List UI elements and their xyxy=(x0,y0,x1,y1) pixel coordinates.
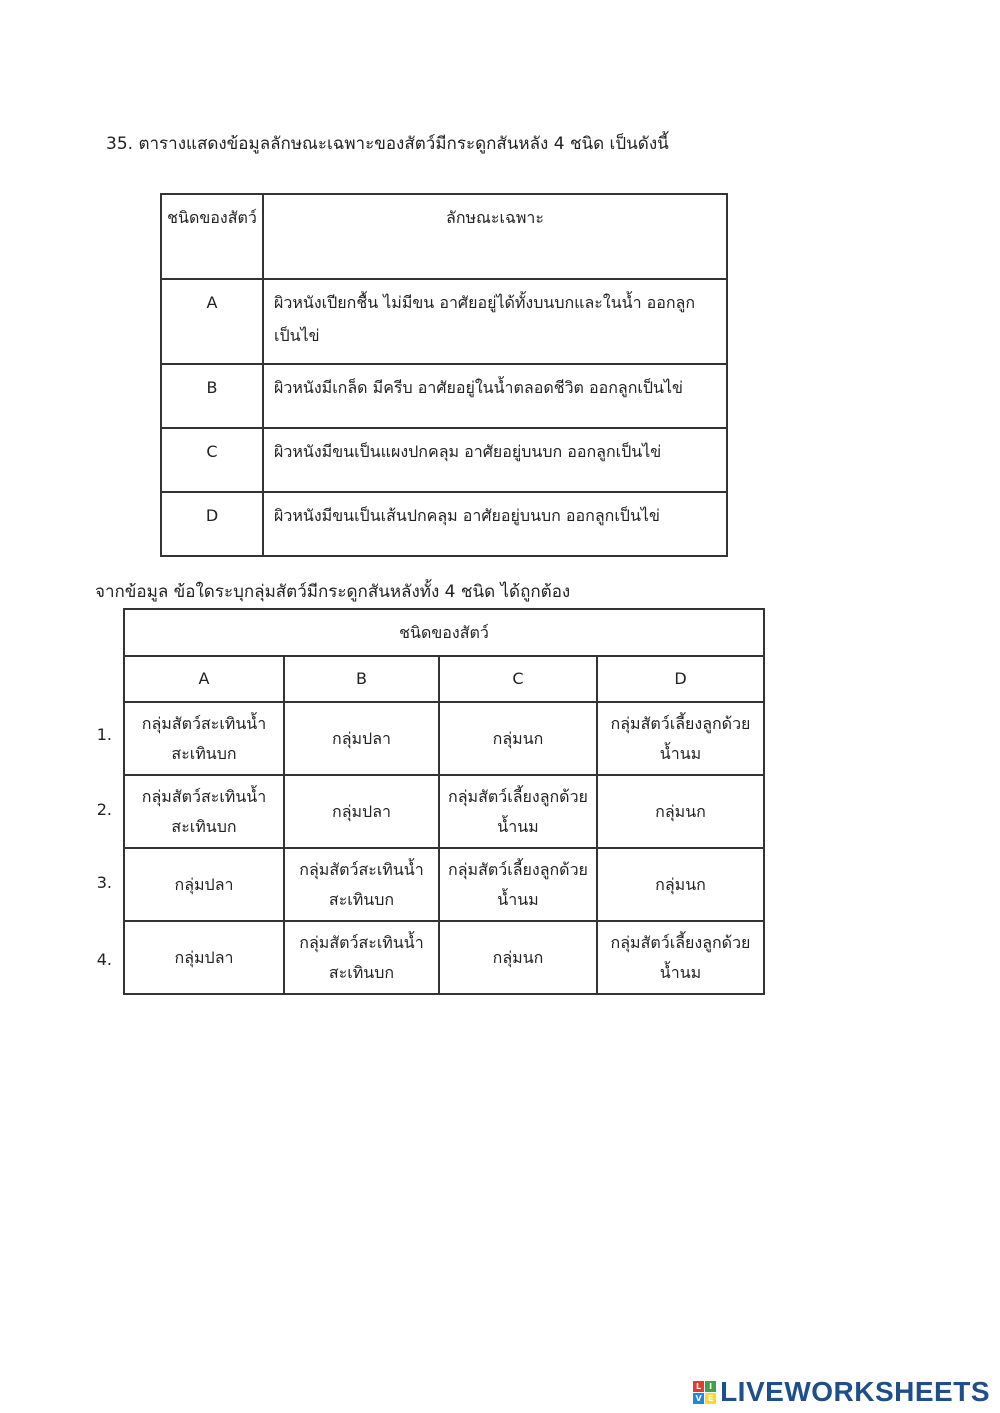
option-cell: กลุ่มสัตว์สะเทินน้ำสะเทินบก xyxy=(284,848,439,921)
animal-features-table xyxy=(160,193,728,557)
option-cell: กลุ่มนก xyxy=(439,702,597,775)
logo-letter: L xyxy=(693,1381,704,1392)
column-label-b: B xyxy=(284,656,439,702)
option-cell: กลุ่มสัตว์เลี้ยงลูกด้วยน้ำนม xyxy=(439,848,597,921)
logo-letter: V xyxy=(693,1393,704,1404)
feature-cell: ผิวหนังมีขนเป็นแผงปกคลุม อาศัยอยู่บนบก ออกลูกเป็นไข่ xyxy=(263,428,727,492)
option-row-3[interactable] xyxy=(124,848,764,921)
liveworksheets-brand xyxy=(693,1376,990,1408)
header-feature: ลักษณะเฉพาะ xyxy=(263,194,727,279)
option-cell: กลุ่มนก xyxy=(597,775,764,848)
logo-letter: E xyxy=(705,1393,716,1404)
table-header-row xyxy=(124,609,764,656)
table-header-row xyxy=(161,194,727,279)
option-number-1[interactable]: 1. xyxy=(96,725,112,744)
answer-options-table xyxy=(123,608,765,995)
option-cell: กลุ่มสัตว์เลี้ยงลูกด้วยน้ำนม xyxy=(597,702,764,775)
liveworksheets-logo-icon xyxy=(693,1381,716,1404)
brand-text: LIVEWORKSHEETS xyxy=(720,1376,990,1407)
option-row-2[interactable] xyxy=(124,775,764,848)
question-text: 35. ตารางแสดงข้อมูลลักษณะเฉพาะของสัตว์มีกระดูกสันหลัง 4 ชนิด เป็นดังนี้ xyxy=(106,134,669,154)
option-cell: กลุ่มปลา xyxy=(124,848,284,921)
option-number-4[interactable]: 4. xyxy=(96,950,112,969)
option-cell: กลุ่มสัตว์สะเทินน้ำสะเทินบก xyxy=(284,921,439,994)
animal-type-cell: B xyxy=(161,364,263,428)
logo-letter: I xyxy=(705,1381,716,1392)
animal-type-cell: D xyxy=(161,492,263,556)
column-label-c: C xyxy=(439,656,597,702)
option-cell: กลุ่มนก xyxy=(439,921,597,994)
prompt-text: จากข้อมูล ข้อใดระบุกลุ่มสัตว์มีกระดูกสันหลังทั้ง 4 ชนิด ได้ถูกต้อง xyxy=(95,582,571,602)
table-row xyxy=(161,279,727,364)
table-row xyxy=(161,364,727,428)
option-cell: กลุ่มสัตว์สะเทินน้ำสะเทินบก xyxy=(124,702,284,775)
option-cell: กลุ่มสัตว์สะเทินน้ำสะเทินบก xyxy=(124,775,284,848)
feature-cell: ผิวหนังมีเกล็ด มีครีบ อาศัยอยู่ในน้ำตลอดชีวิต ออกลูกเป็นไข่ xyxy=(263,364,727,428)
column-label-a: A xyxy=(124,656,284,702)
feature-cell: ผิวหนังมีขนเป็นเส้นปกคลุม อาศัยอยู่บนบก ออกลูกเป็นไข่ xyxy=(263,492,727,556)
animal-type-cell: C xyxy=(161,428,263,492)
option-cell: กลุ่มสัตว์เลี้ยงลูกด้วยน้ำนม xyxy=(439,775,597,848)
option-number-3[interactable]: 3. xyxy=(96,873,112,892)
option-cell: กลุ่มปลา xyxy=(284,702,439,775)
column-label-row xyxy=(124,656,764,702)
animal-type-cell: A xyxy=(161,279,263,364)
column-label-d: D xyxy=(597,656,764,702)
table-row xyxy=(161,492,727,556)
option-cell: กลุ่มสัตว์เลี้ยงลูกด้วยน้ำนม xyxy=(597,921,764,994)
option-cell: กลุ่มปลา xyxy=(284,775,439,848)
feature-cell: ผิวหนังเปียกชื้น ไม่มีขน อาศัยอยู่ได้ทั้งบนบกและในน้ำ ออกลูกเป็นไข่ xyxy=(263,279,727,364)
header-animal-type: ชนิดของสัตว์ xyxy=(124,609,764,656)
option-number-2[interactable]: 2. xyxy=(96,800,112,819)
header-animal-type: ชนิดของสัตว์ xyxy=(161,194,263,279)
option-cell: กลุ่มปลา xyxy=(124,921,284,994)
table-row xyxy=(161,428,727,492)
option-row-1[interactable] xyxy=(124,702,764,775)
option-cell: กลุ่มนก xyxy=(597,848,764,921)
option-row-4[interactable] xyxy=(124,921,764,994)
